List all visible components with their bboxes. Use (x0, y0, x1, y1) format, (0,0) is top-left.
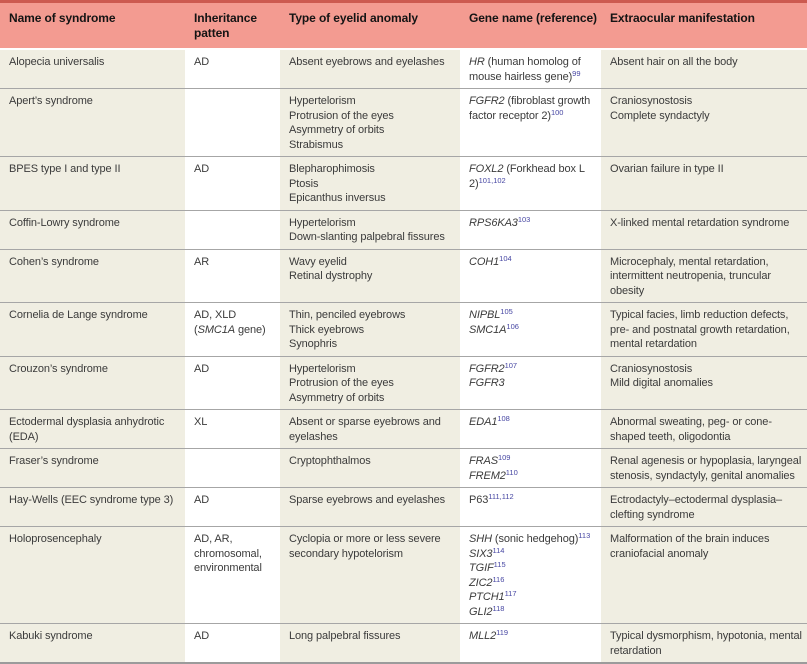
text-line: $FGFR2^{107}$ (469, 360, 518, 375)
text-line: $COH1^{104}$ (469, 253, 512, 268)
table-row (0, 624, 807, 664)
text-line: XL (194, 416, 208, 428)
text-line: Microcephaly, mental retardation, intermittent neutropenia, truncular obesity (610, 255, 771, 297)
text-line: AD (194, 494, 210, 506)
cell-gene-reference (460, 449, 601, 488)
text-line: Asymmetry of orbits (289, 391, 385, 404)
text-line: Fraser’s syndrome (9, 455, 99, 467)
cell-gene-reference (460, 49, 601, 89)
text-line: X-linked mental retardation syndrome (610, 216, 790, 229)
text-line: Absent eyebrows and eyelashes (289, 56, 445, 68)
cell-extraocular-manifestation (601, 157, 807, 211)
text-line: P63$^{111,112}$ (469, 492, 514, 506)
text-line: Sparse eyebrows and eyelashes (289, 494, 446, 506)
column-header-3: Type of eyelid anomaly (280, 2, 460, 50)
cell-gene-reference (460, 210, 601, 249)
cell-inheritance-pattern (185, 624, 280, 664)
cell-syndrome-name (0, 527, 185, 624)
text-line: Hypertelorism (289, 216, 356, 229)
text-line: Malformation of the brain induces craniofacial anomaly (610, 533, 770, 560)
cell-inheritance-pattern (185, 249, 280, 303)
cell-extraocular-manifestation (601, 356, 807, 410)
text-line: Apert’s syndrome (9, 95, 93, 107)
cell-syndrome-name (0, 449, 185, 488)
cell-extraocular-manifestation (601, 303, 807, 357)
text-line: (SMC1A gene) (194, 323, 266, 336)
table-row (0, 157, 807, 211)
text-line: Holoprosencephaly (9, 533, 102, 545)
table-row (0, 249, 807, 303)
text-line: $RPS6KA3^{103}$ (469, 214, 531, 229)
cell-extraocular-manifestation (601, 488, 807, 527)
cell-eyelid-anomaly (280, 157, 460, 211)
text-line: Protrusion of the eyes (289, 109, 394, 122)
text-line: Absent hair on all the body (610, 56, 738, 68)
text-line: Cyclopia or more or less severe secondary hypotelorism (289, 533, 441, 560)
text-line: Abnormal sweating, peg- or cone-shaped teeth, oligodontia (610, 416, 772, 443)
text-line: TGIF$^{115}$ (469, 560, 506, 574)
column-header-5: Extraocular manifestation (601, 2, 807, 50)
text-line: HR (human homolog of mouse hairless gene)$^{99}$ (469, 56, 581, 83)
cell-eyelid-anomaly (280, 410, 460, 449)
table-row (0, 210, 807, 249)
cell-inheritance-pattern (185, 303, 280, 357)
cell-eyelid-anomaly (280, 356, 460, 410)
table-body (0, 49, 807, 663)
text-line: Down-slanting palpebral fissures (289, 231, 445, 243)
cell-gene-reference (460, 303, 601, 357)
cell-extraocular-manifestation (601, 49, 807, 89)
cell-inheritance-pattern (185, 210, 280, 249)
text-line: FRAS$^{109}$ (469, 453, 511, 467)
text-line: AD, AR, chromosomal, environmental (194, 533, 262, 574)
cell-gene-reference (460, 89, 601, 157)
text-line: Synophris (289, 338, 338, 350)
table-row (0, 449, 807, 488)
text-line: Cornelia de Lange syndrome (9, 309, 148, 321)
text-line: AD, XLD (194, 309, 237, 321)
column-header-4: Gene name (reference) (460, 2, 601, 50)
text-line: Ptosis (289, 177, 319, 190)
cell-gene-reference (460, 527, 601, 624)
cell-inheritance-pattern (185, 449, 280, 488)
cell-syndrome-name (0, 89, 185, 157)
cell-eyelid-anomaly (280, 624, 460, 664)
text-line: Crouzon’s syndrome (9, 362, 108, 375)
text-line: Ovarian failure in type II (610, 163, 724, 175)
text-line: Alopecia universalis (9, 56, 105, 68)
text-line: Coffin-Lowry syndrome (9, 216, 120, 229)
text-line: $MLL2^{119}$ (469, 628, 509, 642)
cell-eyelid-anomaly (280, 89, 460, 157)
cell-gene-reference (460, 624, 601, 664)
text-line: Typical facies, limb reduction defects, pre- and postnatal growth retardation, mental retardation (610, 309, 790, 350)
cell-extraocular-manifestation (601, 624, 807, 664)
cell-gene-reference (460, 410, 601, 449)
cell-eyelid-anomaly (280, 210, 460, 249)
cell-gene-reference (460, 356, 601, 410)
cell-eyelid-anomaly (280, 527, 460, 624)
text-line: AD (194, 163, 210, 175)
table-header (0, 2, 807, 50)
cell-eyelid-anomaly (280, 488, 460, 527)
cell-eyelid-anomaly (280, 449, 460, 488)
text-line: FOXL2 (Forkhead box L 2)$^{101,102}$ (469, 163, 585, 190)
text-line: AD (194, 56, 210, 68)
text-line: FGFR3 (469, 377, 505, 389)
text-line: Strabismus (289, 138, 344, 151)
cell-extraocular-manifestation (601, 89, 807, 157)
text-line: Protrusion of the eyes (289, 377, 394, 389)
text-line: Ectodermal dysplasia anhydrotic (EDA) (9, 416, 165, 443)
text-line: Kabuki syndrome (9, 630, 93, 642)
text-line: Mild digital anomalies (610, 377, 713, 389)
text-line: AR (194, 255, 210, 268)
cell-inheritance-pattern (185, 89, 280, 157)
cell-eyelid-anomaly (280, 249, 460, 303)
text-line: SHH (sonic hedgehog)$^{113}$ (469, 531, 591, 545)
cell-syndrome-name (0, 624, 185, 664)
text-line: Hypertelorism (289, 95, 356, 107)
cell-inheritance-pattern (185, 527, 280, 624)
text-line: BPES type I and type II (9, 163, 121, 175)
text-line: Absent or sparse eyebrows and eyelashes (289, 416, 441, 443)
text-line: Thin, penciled eyebrows (289, 309, 406, 321)
text-line: Epicanthus inversus (289, 192, 386, 204)
text-line: $EDA1^{108}$ (469, 414, 510, 428)
table-row (0, 303, 807, 357)
cell-extraocular-manifestation (601, 410, 807, 449)
text-line: FGFR2 (fibroblast growth factor receptor 2)$^{100}$ (469, 95, 591, 122)
cell-syndrome-name (0, 303, 185, 357)
text-line: Cohen’s syndrome (9, 255, 99, 268)
cell-syndrome-name (0, 356, 185, 410)
text-line: Renal agenesis or hypoplasia, laryngeal stenosis, syndactyly, genital anomalies (610, 455, 802, 482)
text-line: Craniosynostosis (610, 95, 693, 107)
text-line: AD (194, 362, 210, 375)
text-line: Asymmetry of orbits (289, 124, 385, 136)
cell-syndrome-name (0, 210, 185, 249)
text-line: Craniosynostosis (610, 362, 693, 375)
table-row (0, 410, 807, 449)
text-line: $FREM2^{110}$ (469, 467, 518, 482)
cell-gene-reference (460, 488, 601, 527)
cell-inheritance-pattern (185, 49, 280, 89)
table-row (0, 488, 807, 527)
table-row (0, 89, 807, 157)
cell-syndrome-name (0, 410, 185, 449)
cell-inheritance-pattern (185, 356, 280, 410)
text-line: $GLI2^{118}$ (469, 603, 505, 618)
cell-extraocular-manifestation (601, 249, 807, 303)
cell-extraocular-manifestation (601, 527, 807, 624)
cell-syndrome-name (0, 249, 185, 303)
cell-eyelid-anomaly (280, 303, 460, 357)
column-header-2: Inheritance patten (185, 2, 280, 50)
text-line: AD (194, 630, 210, 642)
table-row (0, 49, 807, 89)
text-line: Ectrodactyly–ectodermal dysplasia–clefting syndrome (610, 494, 783, 521)
text-line: $PTCH1^{117}$ (469, 589, 517, 603)
cell-inheritance-pattern (185, 157, 280, 211)
text-line: Hypertelorism (289, 362, 356, 375)
text-line: Typical dysmorphism, hypotonia, mental retardation (610, 630, 802, 657)
cell-extraocular-manifestation (601, 449, 807, 488)
text-line: $SMC1A^{106}$ (469, 321, 519, 336)
cell-inheritance-pattern (185, 488, 280, 527)
cell-syndrome-name (0, 49, 185, 89)
table-row (0, 527, 807, 624)
text-line: Retinal dystrophy (289, 270, 373, 282)
cell-eyelid-anomaly (280, 49, 460, 89)
cell-gene-reference (460, 157, 601, 211)
text-line: Thick eyebrows (289, 323, 365, 336)
text-line: Long palpebral fissures (289, 630, 401, 642)
table-row (0, 356, 807, 410)
cell-syndrome-name (0, 157, 185, 211)
cell-inheritance-pattern (185, 410, 280, 449)
column-header-1: Name of syndrome (0, 2, 185, 50)
cell-syndrome-name (0, 488, 185, 527)
text-line: Complete syndactyly (610, 109, 710, 122)
header-row (0, 2, 807, 50)
text-line: NIPBL$^{105}$ (469, 307, 513, 321)
text-line: Blepharophimosis (289, 163, 375, 175)
text-line: $ZIC2^{116}$ (469, 574, 505, 589)
text-line: Wavy eyelid (289, 255, 347, 268)
cell-extraocular-manifestation (601, 210, 807, 249)
text-line: Hay-Wells (EEC syndrome type 3) (9, 494, 174, 506)
text-line: Cryptophthalmos (289, 455, 371, 467)
text-line: $SIX3^{114}$ (469, 545, 505, 560)
cell-gene-reference (460, 249, 601, 303)
